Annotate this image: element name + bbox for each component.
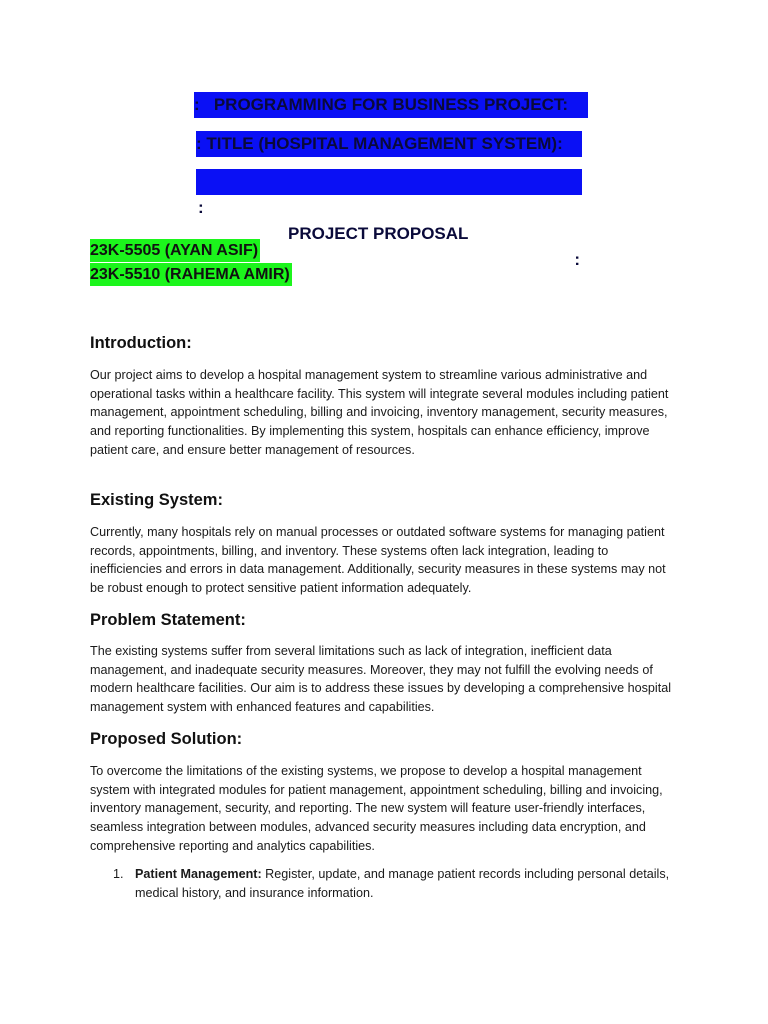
author-rahema-amir: 23K-5510 (RAHEMA AMIR) xyxy=(90,263,292,286)
list-item-body xyxy=(135,865,673,902)
proposal-title-left-colon: : xyxy=(198,198,204,217)
list-item-number: 1. xyxy=(113,867,124,881)
proposal-title xyxy=(196,169,582,269)
introduction-heading: Introduction: xyxy=(90,334,192,352)
proposed-solution-heading: Proposed Solution: xyxy=(90,730,243,748)
project-course-title: : PROGRAMMING FOR BUSINESS PROJECT: xyxy=(194,92,588,118)
list-item-text: Register, update, and manage patient records including personal details, medical history, and insurance information. xyxy=(135,867,670,900)
existing-system-heading: Existing System: xyxy=(90,491,223,509)
existing-system-paragraph: Currently, many hospitals rely on manual processes or outdated software systems for managing patient records, appointments, billing, and inventory. These systems often lack integration, leading to inefficiencies and errors in data management. Additionally, security measures in these systems may not be robust enough to protect sensitive patient information adequately. xyxy=(90,525,666,596)
introduction-paragraph: Our project aims to develop a hospital management system to streamline various administrative and operational tasks within a healthcare facility. This system will integrate several modules including patient management, appointment scheduling, billing and invoicing, inventory management, security measures, and reporting functionalities. By implementing this system, hospitals can enhance efficiency, improve patient care, and ensure better management of resources. xyxy=(90,368,669,457)
project-title: : TITLE (HOSPITAL MANAGEMENT SYSTEM): xyxy=(196,131,582,157)
proposal-title-right-colon: : xyxy=(574,250,580,269)
problem-statement-paragraph: The existing systems suffer from several limitations such as lack of integration, inefficient data management, and inadequate security measures. Moreover, they may not fulfill the evolving needs of modern healthcare facilities. Our aim is to address these issues by developing a comprehensive hospital management system with enhanced features and capabilities. xyxy=(90,644,672,715)
list-item xyxy=(113,865,673,902)
proposed-solution-paragraph: To overcome the limitations of the existing systems, we propose to develop a hospital management system with integrated modules for patient management, appointment scheduling, billing and invoicing, inventory management, security, and reporting. The new system will feature user-friendly interfaces, seamless integration between modules, advanced security measures including data encryption, and comprehensive reporting and analytics capabilities. xyxy=(90,764,663,853)
problem-statement-heading: Problem Statement: xyxy=(90,611,246,629)
proposal-title-text: PROJECT PROPOSAL xyxy=(288,224,469,243)
author-ayan-asif: 23K-5505 (AYAN ASIF) xyxy=(90,239,260,262)
list-item-label: Patient Management: xyxy=(135,867,262,881)
